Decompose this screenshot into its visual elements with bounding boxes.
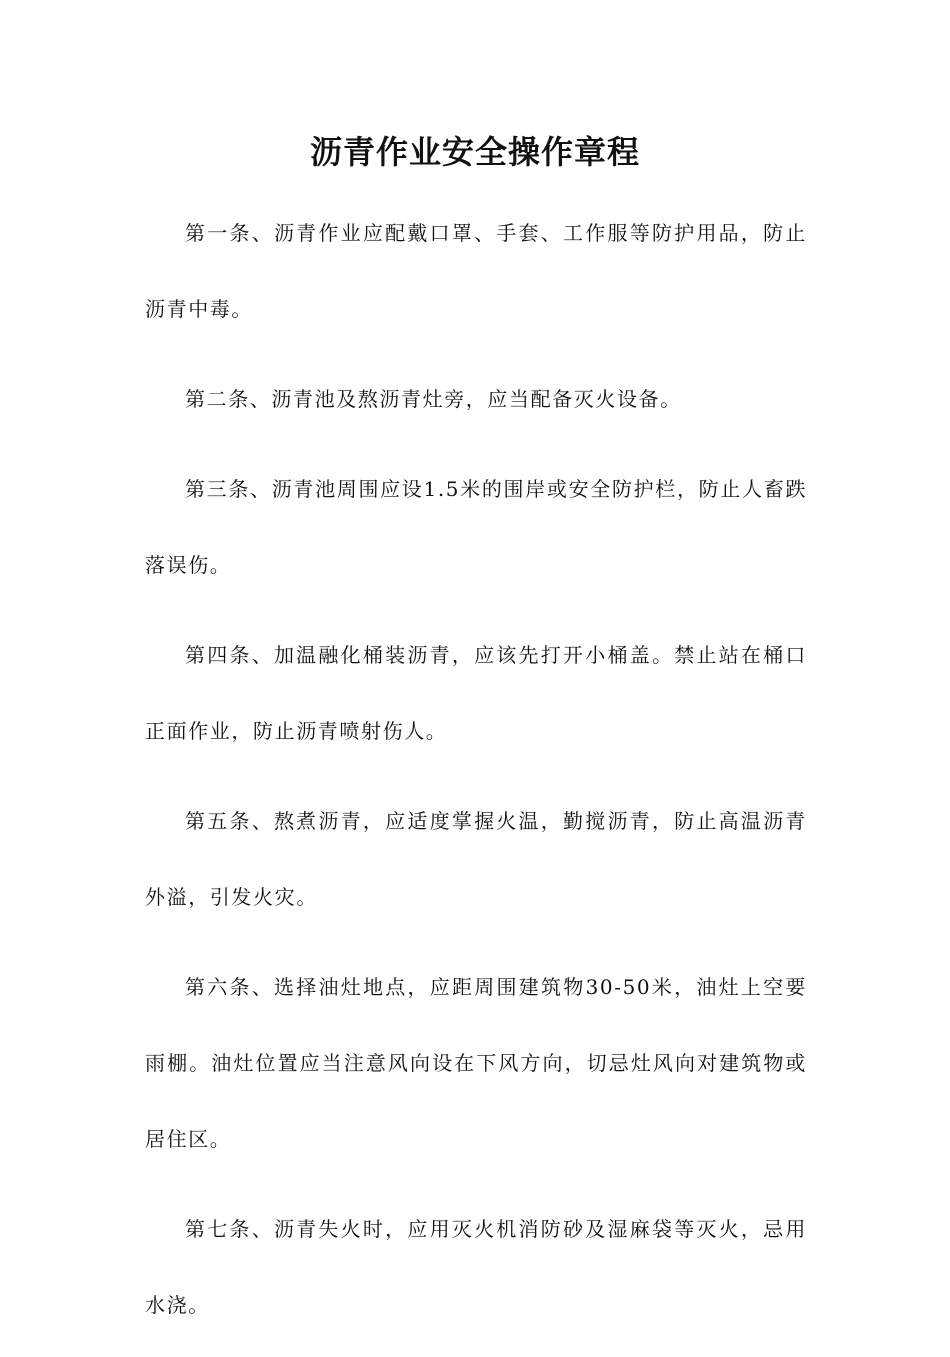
document-body [145,195,807,1357]
article-1: 第一条、沥青作业应配戴口罩、手套、工作服等防护用品，防止沥青中毒。 [145,221,807,321]
article-4: 第四条、加温融化桶装沥青，应该先打开小桶盖。禁止站在桶口正面作业，防止沥青喷射伤人。 [145,643,807,743]
article-7: 第七条、沥青失火时，应用灭火机消防砂及湿麻袋等灭火，忌用水浇。 [145,1217,807,1317]
document-title: 沥青作业安全操作章程 [309,133,640,171]
article-3: 第三条、沥青池周围应设1.5米的围岸或安全防护栏，防止人畜跌落误伤。 [145,477,807,577]
article-6: 第六条、选择油灶地点，应距周围建筑物30-50米，油灶上空要雨棚。油灶位置应当注意风向设在下风方向，切忌灶风向对建筑物或居住区。 [145,975,807,1151]
article-5: 第五条、熬煮沥青，应适度掌握火温，勤搅沥青，防止高温沥青外溢，引发火灾。 [145,809,807,909]
article-2: 第二条、沥青池及熬沥青灶旁，应当配备灭火设备。 [185,387,682,411]
